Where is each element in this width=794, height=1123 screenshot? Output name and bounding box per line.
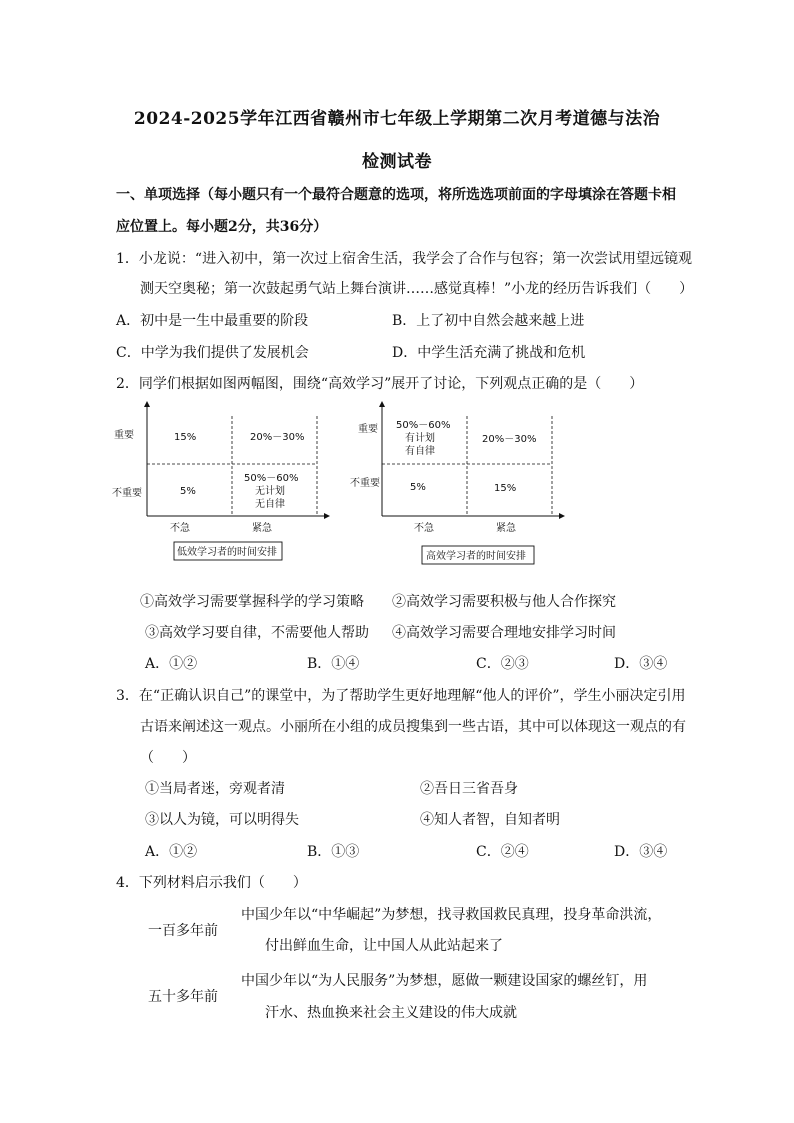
cell-unimportant-not-urgent: 5% xyxy=(180,486,196,497)
page-title-line2: 检测试卷 xyxy=(362,152,432,172)
q2-option-d: D．③④ xyxy=(614,656,668,672)
x-label-urgent: 紧急 xyxy=(252,523,272,534)
q1-stem-line2: 测天空奥秘；第一次鼓起勇气站上舞台演讲……感觉真棒！”小龙的经历告诉我们（ ） xyxy=(140,281,694,297)
q2-option-a: A．①② xyxy=(145,656,198,672)
q3-stem-line2: 古语来阐述这一观点。小丽所在小组的成员搜集到一些古语，其中可以体现这一观点的有 xyxy=(140,719,686,735)
low-efficiency-time-chart xyxy=(112,398,342,570)
cell-unimportant-urgent-note1: 无计划 xyxy=(255,486,285,497)
cell-important-not-urgent-note1: 有计划 xyxy=(405,433,435,444)
q2-option-c: C．②③ xyxy=(476,656,529,672)
q3-option-a: A．①② xyxy=(145,844,198,860)
q4-row2-label: 五十多年前 xyxy=(148,989,218,1005)
q1-option-a: A．初中是一生中最重要的阶段 xyxy=(116,313,309,329)
q3-option-c: C．②④ xyxy=(476,844,529,860)
q4-row1-text: 中国少年以“中华崛起”为梦想，找寻救国救民真理，投身革命洪流， xyxy=(241,907,662,923)
q1-option-b: B．上了初中自然会越来越上进 xyxy=(392,313,585,329)
q4-row1-text-line2: 付出鲜血生命，让中国人从此站起来了 xyxy=(265,938,503,954)
q3-stem-line3: （ ） xyxy=(140,750,196,766)
cell-important-not-urgent: 15% xyxy=(174,432,197,443)
q1-option-d: D．中学生活充满了挑战和危机 xyxy=(392,345,586,361)
q2-statement-4: ④高效学习需要合理地安排学习时间 xyxy=(392,625,616,641)
page-title: 2024-2025学年江西省赣州市七年级上学期第二次月考道德与法治 xyxy=(133,109,661,129)
cell-important-urgent: 20%－30% xyxy=(250,432,305,443)
q3-option-b: B．①③ xyxy=(307,844,360,860)
q3-statement-3: ③以人为镜，可以明得失 xyxy=(145,812,299,828)
q4-stem: 4．下列材料启示我们（ ） xyxy=(116,875,307,891)
y-label-important: 重要 xyxy=(358,424,378,435)
x-label-urgent: 紧急 xyxy=(496,523,516,534)
x-label-not-urgent: 不急 xyxy=(170,523,190,534)
y-label-unimportant: 不重要 xyxy=(350,478,380,489)
cell-unimportant-not-urgent: 5% xyxy=(410,482,426,493)
section-heading-line2: 应位置上。每小题2分，共36分） xyxy=(116,219,328,235)
section-heading: 一、单项选择（每小题只有一个最符合题意的选项，将所选选项前面的字母填涂在答题卡相 xyxy=(116,187,676,203)
cell-unimportant-urgent-pct: 50%－60% xyxy=(244,473,299,484)
q3-stem: 3．在“正确认识自己”的课堂中，为了帮助学生更好地理解“他人的评价”，学生小丽决定引用 xyxy=(116,688,686,704)
q2-stem: 2．同学们根据如图两幅图，围绕“高效学习”展开了讨论，下列观点正确的是（ ） xyxy=(116,376,644,392)
q2-statement-2: ②高效学习需要积极与他人合作探究 xyxy=(392,594,616,610)
q1-option-c: C．中学为我们提供了发展机会 xyxy=(116,345,309,361)
cell-important-not-urgent-note2: 有自律 xyxy=(405,446,435,457)
cell-important-not-urgent-pct: 50%－60% xyxy=(396,420,451,431)
q3-statement-1: ①当局者迷，旁观者清 xyxy=(145,781,285,797)
q4-row1-label: 一百多年前 xyxy=(148,923,218,939)
x-label-not-urgent: 不急 xyxy=(414,523,434,534)
cell-important-urgent: 20%－30% xyxy=(482,434,537,445)
q4-row2-text: 中国少年以“为人民服务”为梦想，愿做一颗建设国家的螺丝钉，用 xyxy=(241,973,648,989)
q2-statement-1: ①高效学习需要掌握科学的学习策略 xyxy=(140,594,364,610)
q3-statement-2: ②吾日三省吾身 xyxy=(420,781,518,797)
chart-caption: 低效学习者的时间安排 xyxy=(177,547,277,558)
q2-option-b: B．①④ xyxy=(307,656,360,672)
q2-statement-3: ③高效学习要自律，不需要他人帮助 xyxy=(145,625,369,641)
q4-row2-text-line2: 汗水、热血换来社会主义建设的伟大成就 xyxy=(265,1005,517,1021)
q3-option-d: D．③④ xyxy=(614,844,668,860)
high-efficiency-time-chart xyxy=(346,398,576,570)
cell-unimportant-urgent: 15% xyxy=(494,483,517,494)
cell-unimportant-urgent-note2: 无自律 xyxy=(255,499,285,510)
chart-caption: 高效学习者的时间安排 xyxy=(426,551,526,562)
q1-stem: 1．小龙说：“进入初中，第一次过上宿舍生活，我学会了合作与包容；第一次尝试用望远镜观 xyxy=(116,251,693,267)
q3-statement-4: ④知人者智，自知者明 xyxy=(420,812,560,828)
y-label-unimportant: 不重要 xyxy=(112,488,142,499)
y-label-important: 重要 xyxy=(114,430,134,441)
